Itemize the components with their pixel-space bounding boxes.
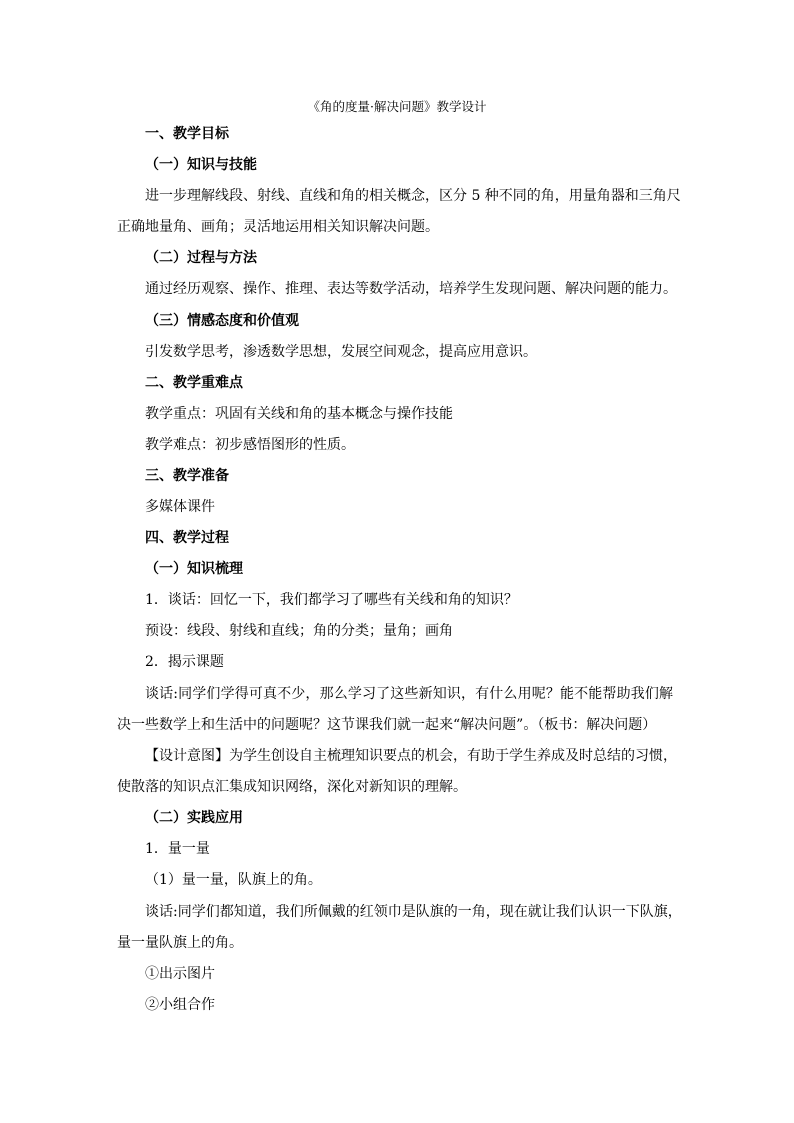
paragraph-design-intent-line2: 使散落的知识点汇集成知识网络，深化对新知识的理解。 (117, 779, 467, 795)
document-title: 《角的度量·解决问题》教学设计 (307, 99, 487, 114)
paragraph-design-intent-line1: 【设计意图】为学生创设自主梳理知识要点的机会，有助于学生养成及时总结的习惯， (145, 748, 677, 764)
step-show-picture: ①出示图片 (145, 966, 215, 982)
subheading-knowledge-skills: （一）知识与技能 (145, 157, 257, 173)
subheading-practice-application: （二）实践应用 (145, 810, 243, 826)
section-heading-objectives: 一、教学目标 (145, 126, 229, 142)
list-subitem-measure-flag: （1）量一量，队旗上的角。 (145, 872, 322, 888)
paragraph-talk-topic-line1: 谈话:同学们学得可真不少，那么学习了这些新知识，有什么用呢？能不能帮助我们解 (145, 686, 673, 702)
step-group-cooperation: ②小组合作 (145, 997, 215, 1013)
paragraph-preparation: 多媒体课件 (145, 499, 215, 515)
paragraph-teaching-difficult-point: 教学难点：初步感悟图形的性质。 (145, 437, 355, 453)
list-item-reveal-topic: 2．揭示课题 (145, 654, 224, 670)
list-item-talk-recall: 1．谈话：回忆一下，我们都学习了哪些有关线和角的知识？ (145, 592, 518, 608)
paragraph-talk-flag-line1: 谈话:同学们都知道，我们所佩戴的红领巾是队旗的一角，现在就让我们认识一下队旗， (145, 904, 682, 920)
section-heading-preparation: 三、教学准备 (145, 468, 229, 484)
section-heading-key-difficult: 二、教学重难点 (145, 375, 243, 391)
subheading-process-methods: （二）过程与方法 (145, 250, 257, 266)
paragraph-knowledge-skills-line2: 正确地量角、画角；灵活地运用相关知识解决问题。 (117, 219, 439, 235)
subheading-emotional-values: （三）情感态度和价值观 (145, 313, 299, 329)
paragraph-preset-answer: 预设：线段、射线和直线；角的分类；量角；画角 (145, 623, 453, 639)
list-item-measure: 1．量一量 (145, 841, 210, 857)
paragraph-talk-flag-line2: 量一量队旗上的角。 (117, 935, 243, 951)
paragraph-teaching-key-point: 教学重点：巩固有关线和角的基本概念与操作技能 (145, 406, 453, 422)
paragraph-process-methods: 通过经历观察、操作、推理、表达等数学活动，培养学生发现问题、解决问题的能力。 (145, 281, 677, 297)
subheading-knowledge-review: （一）知识梳理 (145, 561, 243, 577)
section-heading-process: 四、教学过程 (145, 530, 229, 546)
paragraph-talk-topic-line2: 决一些数学上和生活中的问题呢？这节课我们就一起来“解决问题”。（板书：解决问题） (117, 717, 657, 733)
paragraph-emotional-values: 引发数学思考，渗透数学思想，发展空间观念，提高应用意识。 (145, 344, 537, 360)
paragraph-knowledge-skills-line1: 进一步理解线段、射线、直线和角的相关概念，区分 5 种不同的角，用量角器和三角尺 (145, 188, 681, 204)
